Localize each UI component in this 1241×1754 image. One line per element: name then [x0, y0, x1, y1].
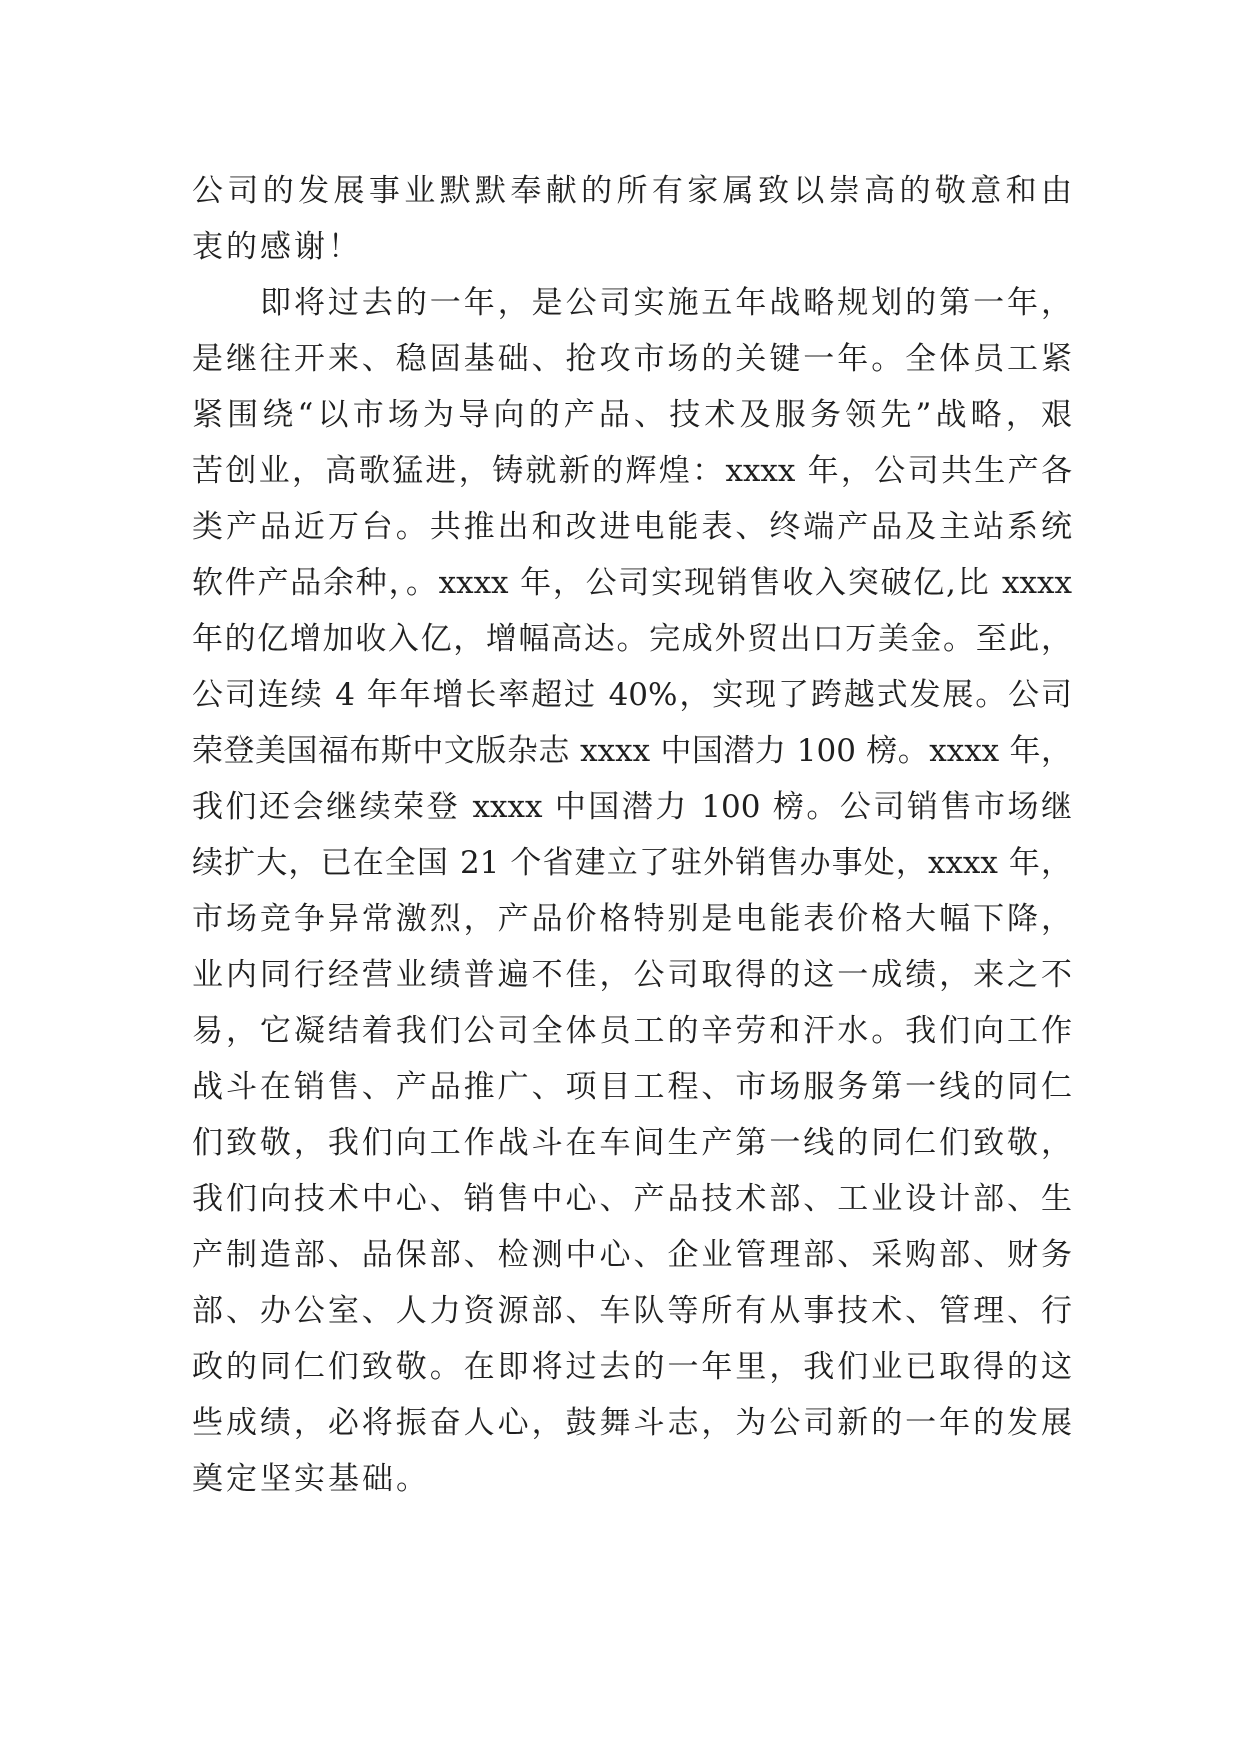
text-line: 苦创业，高歌猛进，铸就新的辉煌：xxxx 年，公司共生产各: [192, 453, 1072, 489]
text-line: 紧围绕“以市场为导向的产品、技术及服务领先”战略，艰: [192, 397, 1072, 433]
text-line: 我们还会继续荣登 xxxx 中国潜力 100 榜。公司销售市场继: [192, 789, 1072, 825]
text-line: 业内同行经营业绩普遍不佳，公司取得的这一成绩，来之不: [192, 957, 1072, 993]
text-line: 些成绩，必将振奋人心，鼓舞斗志，为公司新的一年的发展: [192, 1405, 1072, 1441]
text-line: 政的同仁们致敬。在即将过去的一年里，我们业已取得的这: [192, 1349, 1072, 1385]
text-line: 是继往开来、稳固基础、抢攻市场的关键一年。全体员工紧: [192, 341, 1072, 377]
text-line: 战斗在销售、产品推广、项目工程、市场服务第一线的同仁: [192, 1069, 1072, 1105]
text-line: 公司连续 4 年年增长率超过 40%，实现了跨越式发展。公司: [192, 677, 1072, 713]
text-line: 公司的发展事业默默奉献的所有家属致以崇高的敬意和由: [192, 173, 1072, 209]
text-line: 即将过去的一年，是公司实施五年战略规划的第一年，: [260, 285, 1072, 321]
text-line: 我们向技术中心、销售中心、产品技术部、工业设计部、生: [192, 1181, 1072, 1217]
text-line: 市场竞争异常激烈，产品价格特别是电能表价格大幅下降，: [192, 901, 1072, 937]
text-line: 类产品近万台。共推出和改进电能表、终端产品及主站系统: [192, 509, 1072, 545]
text-line: 软件产品余种，。xxxx 年，公司实现销售收入突破亿,比 xxxx: [192, 565, 1072, 601]
text-line: 部、办公室、人力资源部、车队等所有从事技术、管理、行: [192, 1293, 1072, 1329]
text-line: 续扩大，已在全国 21 个省建立了驻外销售办事处，xxxx 年，: [192, 845, 1072, 881]
body-text: [192, 163, 1072, 1507]
text-line: 荣登美国福布斯中文版杂志 xxxx 中国潜力 100 榜。xxxx 年，: [192, 733, 1072, 769]
text-line: 们致敬，我们向工作战斗在车间生产第一线的同仁们致敬，: [192, 1125, 1072, 1161]
text-line: 易，它凝结着我们公司全体员工的辛劳和汗水。我们向工作: [192, 1013, 1072, 1049]
text-line: 奠定坚实基础。: [192, 1461, 430, 1497]
text-line: 产制造部、品保部、检测中心、企业管理部、采购部、财务: [192, 1237, 1072, 1273]
text-line: 衷的感谢！: [192, 229, 362, 265]
text-line: 年的亿增加收入亿，增幅高达。完成外贸出口万美金。至此，: [192, 621, 1072, 657]
